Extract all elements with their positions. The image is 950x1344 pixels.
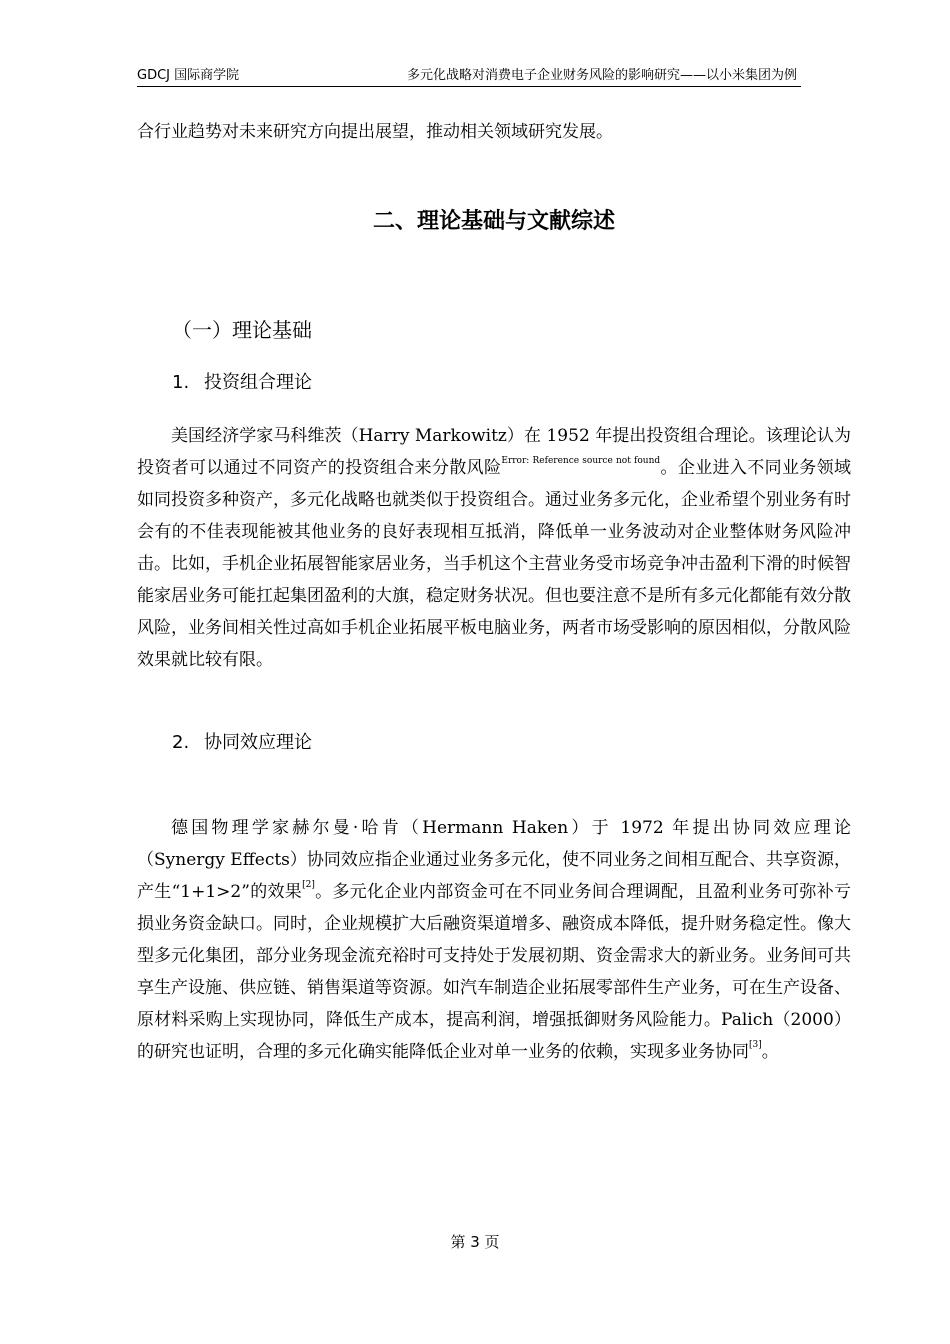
paragraph-text: 美国经济学家马科维茨（Harry Markowitz）在 1952 年提出投资组合理论。该理论认为投资者可以通过不同资产的投资组合来分散风险 xyxy=(137,426,851,478)
citation-ref-3: [3] xyxy=(749,1040,762,1050)
paragraph-portfolio-theory xyxy=(137,420,851,676)
subsection-heading-2 xyxy=(172,728,312,758)
subsection-heading-1 xyxy=(172,368,312,398)
continued-paragraph-line: 合行业趋势对未来研究方向提出展望，推动相关领域研究发展。 xyxy=(137,122,613,142)
subsection-title: 协同效应理论 xyxy=(204,732,312,753)
citation-ref-2: [2] xyxy=(302,880,315,890)
paragraph-text: 德国物理学家赫尔曼·哈肯（Hermann Haken）于 1972 年提出协同效应理论（Synergy Effects）协同效应指企业通过业务多元化，使不同业务之间相互配合、共享资源，产生“1+1>2”的效果 xyxy=(137,818,851,902)
subsection-title: 投资组合理论 xyxy=(204,372,312,393)
chapter-title: 二、理论基础与文献综述 xyxy=(372,209,615,234)
citation-error-note: Error: Reference source not found xyxy=(501,456,661,466)
paragraph-text: 。企业进入不同业务领域如同投资多种资产，多元化战略也就类似于投资组合。通过业务多元化，企业希望个别业务有时会有的不佳表现能被其他业务的良好表现相互抵消，降低单一业务波动对企业整体财务风险冲击。比如，手机企业拓展智能家居业务，当手机这个主营业务受市场竞争冲击盈利下滑的时候智能家居业务可能扛起集团盈利的大旗，稳定财务状况。但也要注意不是所有多元化都能有效分散风险，业务间相关性过高如手机企业拓展平板电脑业务，两者市场受影响的原因相似，分散风险效果就比较有限。 xyxy=(137,458,852,670)
paragraph-text: 。 xyxy=(761,1042,779,1062)
section-title: （一）理论基础 xyxy=(172,318,312,342)
subsection-number: 2. xyxy=(172,732,190,753)
paragraph-text: 。多元化企业内部资金可在不同业务间合理调配，且盈利业务可弥补亏损业务资金缺口。同时，企业规模扩大后融资渠道增多、融资成本降低，提升财务稳定性。像大型多元化集团，部分业务现金流充裕时可支持处于发展初期、资金需求大的新业务。业务间可共享生产设施、供应链、销售渠道等资源。如汽车制造企业拓展零部件生产业务，可在生产设备、原材料采购上实现协同，降低生产成本，提高利润，增强抵御财务风险能力。Palich（2000）的研究也证明，合理的多元化确实能降低企业对单一业务的依赖，实现多业务协同 xyxy=(137,882,851,1062)
subsection-number: 1. xyxy=(172,372,190,393)
page-header xyxy=(137,66,801,87)
paragraph-synergy-theory xyxy=(137,812,851,1068)
page-number: 第 3 页 xyxy=(450,1233,500,1251)
header-institution: GDCJ 国际商学院 xyxy=(137,68,240,83)
header-thesis-title: 多元化战略对消费电子企业财务风险的影响研究——以小米集团为例 xyxy=(406,68,797,83)
